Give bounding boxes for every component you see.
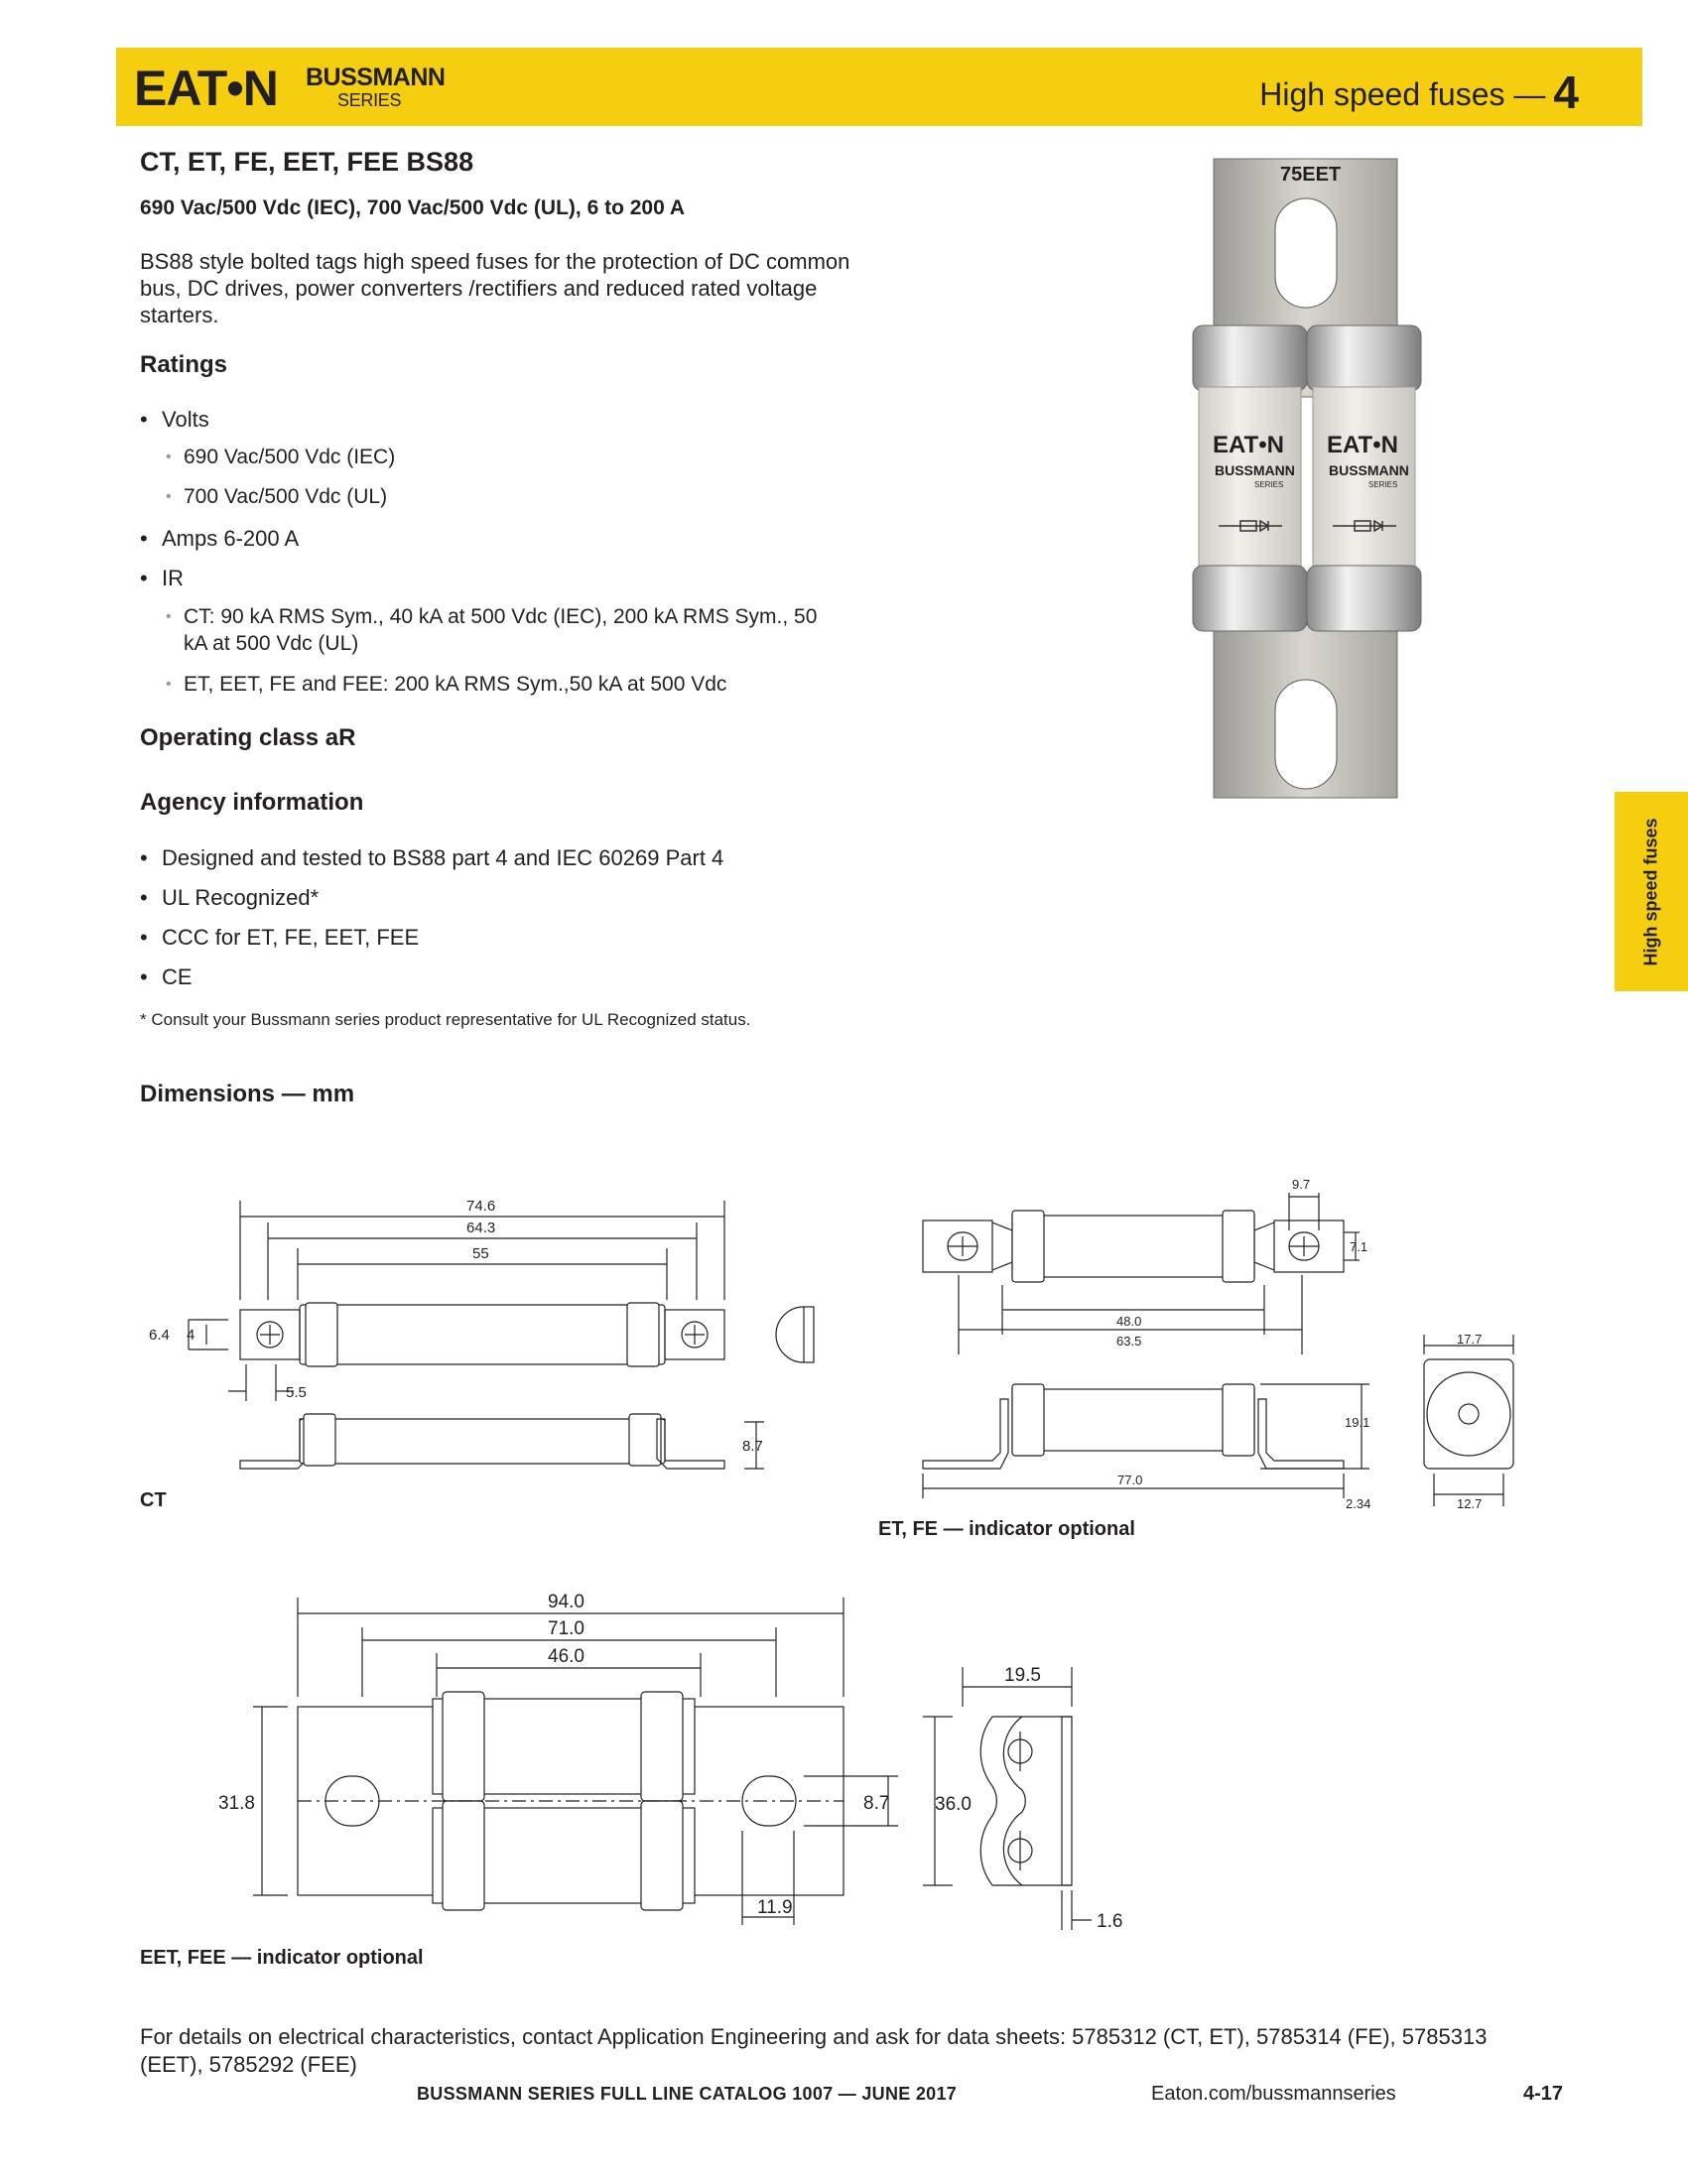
photo-logo-right: EAT•N xyxy=(1327,432,1398,458)
eet-dim-side-w: 19.5 xyxy=(1004,1665,1041,1686)
footer-url-link[interactable]: Eaton.com/bussmannseries xyxy=(1151,2083,1396,2105)
et-dim-body: 48.0 xyxy=(1116,1314,1142,1329)
ratings-ir-ct: • CT: 90 kA RMS Sym., 40 kA at 500 Vdc (IEC), 200 kA RMS Sym., 50 kA at 500 Vdc (UL) xyxy=(184,603,819,657)
ratings-volts-ul: • 700 Vac/500 Vdc (UL) xyxy=(184,483,387,510)
ct-dimension-drawing xyxy=(129,1181,844,1511)
agency-heading: Agency information xyxy=(140,789,364,816)
eet-dim-mid: 71.0 xyxy=(548,1618,584,1639)
eet-fee-dimension-drawing xyxy=(198,1578,1151,1945)
ct-dim-tag-w: 5.5 xyxy=(286,1384,307,1401)
et-dim-mid: 63.5 xyxy=(1116,1334,1142,1349)
section-number: 4 xyxy=(1553,66,1579,118)
ct-dim-body: 55 xyxy=(472,1245,489,1262)
eet-dim-thick: 1.6 xyxy=(1097,1911,1123,1932)
product-description: BS88 style bolted tags high speed fuses for the protection of DC common bus, DC drives, power converters /rectifiers and reduced rated voltage starters. xyxy=(140,249,850,327)
eet-dim-tag: 11.9 xyxy=(757,1897,793,1918)
section-title xyxy=(1259,66,1579,118)
product-subtitle: 690 Vac/500 Vdc (IEC), 700 Vac/500 Vdc (UL), 6 to 200 A xyxy=(140,196,686,219)
agency-item-ul: • UL Recognized* xyxy=(162,885,319,911)
agency-footnote: * Consult your Bussmann series product representative for UL Recognized status. xyxy=(140,1010,751,1029)
ratings-heading: Ratings xyxy=(140,351,228,378)
agency-item-ccc: • CCC for ET, FE, EET, FEE xyxy=(162,925,419,951)
photo-brand-right: BUSSMANN xyxy=(1329,462,1409,478)
et-dim-slot-h: 7.1 xyxy=(1350,1239,1368,1254)
bussmann-brand: BUSSMANN xyxy=(306,64,446,91)
eet-dim-height: 31.8 xyxy=(218,1793,255,1814)
ratings-amps: • Amps 6-200 A xyxy=(162,526,299,552)
photo-marking: 75EET xyxy=(1280,164,1342,186)
ratings-ir: • IR xyxy=(162,566,184,591)
et-dim-dia: 17.7 xyxy=(1457,1332,1483,1347)
et-fe-caption: ET, FE — indicator optional xyxy=(878,1518,1135,1540)
ct-dim-tag-h: 6.4 xyxy=(149,1327,170,1344)
et-dim-thick: 2.34 xyxy=(1346,1496,1371,1511)
ct-caption: CT xyxy=(140,1489,167,1511)
side-tab-label: High speed fuses xyxy=(1640,817,1661,966)
eet-dim-side-h: 36.0 xyxy=(935,1794,972,1815)
eet-dim-overall: 94.0 xyxy=(548,1592,584,1612)
side-tab[interactable] xyxy=(1615,792,1688,991)
details-note: For details on electrical characteristics, contact Application Engineering and ask for data sheets: 5785312 (CT, ET), 5785314 (FE), 5785313 (EET), 5785292 (FEE) xyxy=(140,2024,1488,2077)
photo-series-right: SERIES xyxy=(1368,480,1398,489)
ratings-volts: • Volts xyxy=(162,407,209,433)
agency-item-ce: • CE xyxy=(162,964,193,990)
eet-dim-hole: 8.7 xyxy=(863,1793,890,1814)
ratings-volts-iec: • 690 Vac/500 Vdc (IEC) xyxy=(184,444,395,470)
section-title-text: High speed fuses — xyxy=(1259,76,1546,112)
et-dim-base: 12.7 xyxy=(1457,1496,1483,1511)
operating-class: Operating class aR xyxy=(140,724,356,751)
eet-fee-caption: EET, FEE — indicator optional xyxy=(140,1947,424,1969)
eaton-logo: EAT•N xyxy=(134,61,278,116)
ct-dim-overall: 74.6 xyxy=(466,1198,496,1215)
photo-logo-left: EAT•N xyxy=(1213,432,1284,458)
series-brand: SERIES xyxy=(337,90,402,110)
ct-dim-hole: 4 xyxy=(187,1327,195,1344)
et-fe-dimension-drawing xyxy=(913,1171,1528,1518)
et-dim-overall: 77.0 xyxy=(1117,1473,1143,1487)
dimensions-heading: Dimensions — mm xyxy=(140,1081,355,1107)
et-dim-slot: 9.7 xyxy=(1292,1177,1311,1192)
ct-dim-mid: 64.3 xyxy=(466,1220,496,1236)
footer-page-number: 4-17 xyxy=(1523,2083,1564,2105)
ct-dim-height: 8.7 xyxy=(742,1438,763,1455)
product-title: CT, ET, FE, EET, FEE BS88 xyxy=(140,147,474,177)
photo-brand-left: BUSSMANN xyxy=(1215,462,1295,478)
agency-item-bs88: • Designed and tested to BS88 part 4 and IEC 60269 Part 4 xyxy=(162,845,723,871)
footer-catalog: BUSSMANN SERIES FULL LINE CATALOG 1007 — JUNE 2017 xyxy=(417,2084,958,2104)
ratings-ir-others: • ET, EET, FE and FEE: 200 kA RMS Sym.,50 kA at 500 Vdc xyxy=(184,671,726,698)
fuse-product-photo xyxy=(1171,149,1449,804)
et-dim-height: 19.1 xyxy=(1345,1415,1370,1430)
eet-dim-body: 46.0 xyxy=(548,1646,584,1667)
photo-series-left: SERIES xyxy=(1254,480,1284,489)
